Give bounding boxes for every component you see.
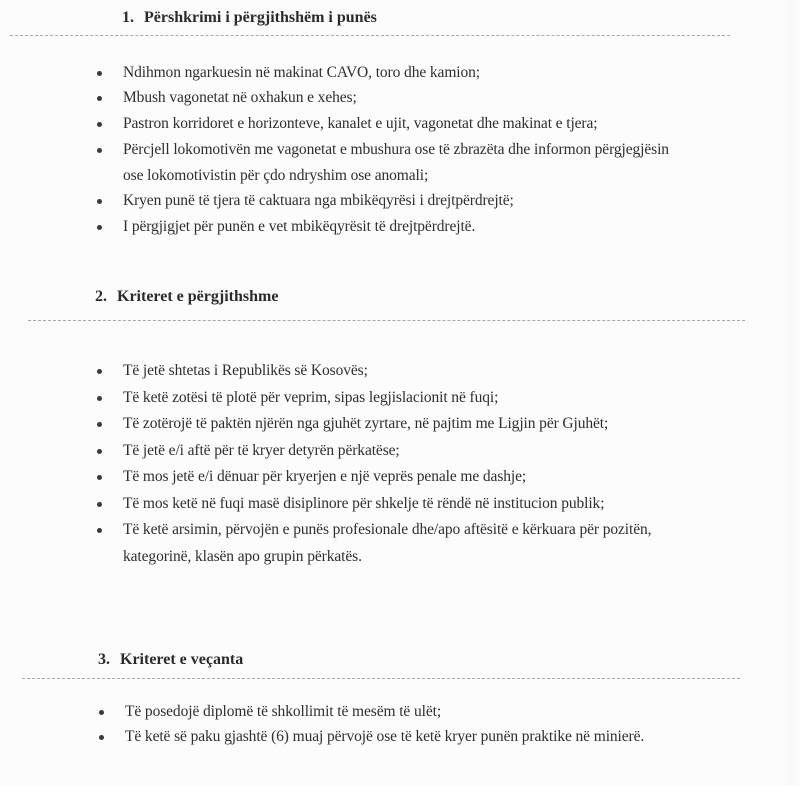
list-item-text: Të posedojë diplomë të shkollimit të mesëm të ulët;	[125, 703, 442, 720]
section-title: Përshkrimi i përgjithshëm i punës	[144, 9, 377, 26]
list-item-continuation: kategorinë, klasën apo grupin përkatës.	[123, 548, 362, 565]
bullet-icon	[97, 96, 102, 101]
list-item-text: Të ketë arsimin, përvojën e punës profesionale dhe/apo aftësitë e kërkuara për pozitën,	[123, 521, 652, 538]
bullet-icon	[97, 422, 102, 427]
bullet-icon	[97, 528, 102, 533]
list-item	[123, 468, 526, 486]
section-divider	[28, 320, 745, 321]
list-item	[125, 728, 644, 746]
list-item-text: Të jetë e/i aftë për të kryer detyrën përkatëse;	[123, 442, 400, 459]
bullet-icon	[97, 369, 102, 374]
section-heading-general-criteria	[95, 288, 278, 306]
bullet-icon	[97, 71, 102, 76]
list-item	[123, 442, 400, 460]
list-item	[123, 141, 669, 159]
list-item-continuation: ose lokomotivistin për çdo ndryshim ose anomali;	[123, 167, 429, 184]
list-item	[123, 415, 608, 433]
list-item-text: Mbush vagonetat në oxhakun e xehes;	[123, 89, 357, 106]
list-item-text: Ndihmon ngarkuesin në makinat CAVO, toro dhe kamion;	[123, 64, 480, 81]
list-item	[123, 362, 368, 380]
bullet-icon	[97, 199, 102, 204]
bullet-icon	[97, 225, 102, 230]
list-item	[123, 495, 604, 513]
list-item	[125, 703, 441, 721]
list-item	[123, 115, 597, 133]
section-title: Kriteret e veçanta	[120, 651, 244, 668]
bullet-icon	[97, 475, 102, 480]
bullet-icon	[97, 122, 102, 127]
section-heading-specific-criteria	[98, 651, 243, 669]
list-item	[123, 521, 651, 539]
bullet-icon	[97, 148, 102, 153]
section-heading-job-description	[122, 9, 377, 27]
section-divider	[10, 35, 730, 36]
list-item-text: Të mos ketë në fuqi masë disiplinore për shkelje të rëndë në institucion publik;	[123, 495, 605, 512]
list-item-text: Pastron korridoret e horizonteve, kanalet e ujit, vagonetat dhe makinat e tjera;	[123, 115, 598, 132]
bullet-icon	[97, 449, 102, 454]
list-item	[123, 389, 498, 407]
list-item-text: Të jetë shtetas i Republikës së Kosovës;	[123, 362, 368, 379]
list-item-text: Të ketë zotësi të plotë për veprim, sipas legjislacionit në fuqi;	[123, 389, 499, 406]
bullet-icon	[99, 710, 104, 715]
list-item-text: I përgjigjet për punën e vet mbikëqyrësit të drejtpërdrejtë.	[123, 218, 476, 235]
bullet-icon	[97, 502, 102, 507]
section-number: 3.	[98, 651, 110, 668]
bullet-icon	[97, 396, 102, 401]
section-divider	[22, 678, 740, 679]
list-item-text: Të ketë së paku gjashtë (6) muaj përvojë ose të ketë kryer punën praktike në minierë.	[125, 728, 645, 745]
list-item	[123, 192, 514, 210]
section-number: 2.	[95, 288, 107, 305]
bullet-icon	[99, 735, 104, 740]
list-item-text: Të mos jetë e/i dënuar për kryerjen e një veprës penale me dashje;	[123, 468, 527, 485]
list-item	[123, 218, 475, 236]
list-item	[123, 64, 480, 82]
section-title: Kriteret e përgjithshme	[117, 288, 279, 305]
list-item-text: Të zotërojë të paktën njërën nga gjuhët zyrtare, në pajtim me Ligjin për Gjuhët;	[123, 415, 609, 432]
list-item-text: Kryen punë të tjera të caktuara nga mbikëqyrësi i drejtpërdrejtë;	[123, 192, 514, 209]
list-item	[123, 89, 357, 107]
section-number: 1.	[122, 9, 134, 26]
list-item-text: Përcjell lokomotivën me vagonetat e mbushura ose të zbrazëta dhe informon përgjegjësin	[123, 141, 669, 158]
